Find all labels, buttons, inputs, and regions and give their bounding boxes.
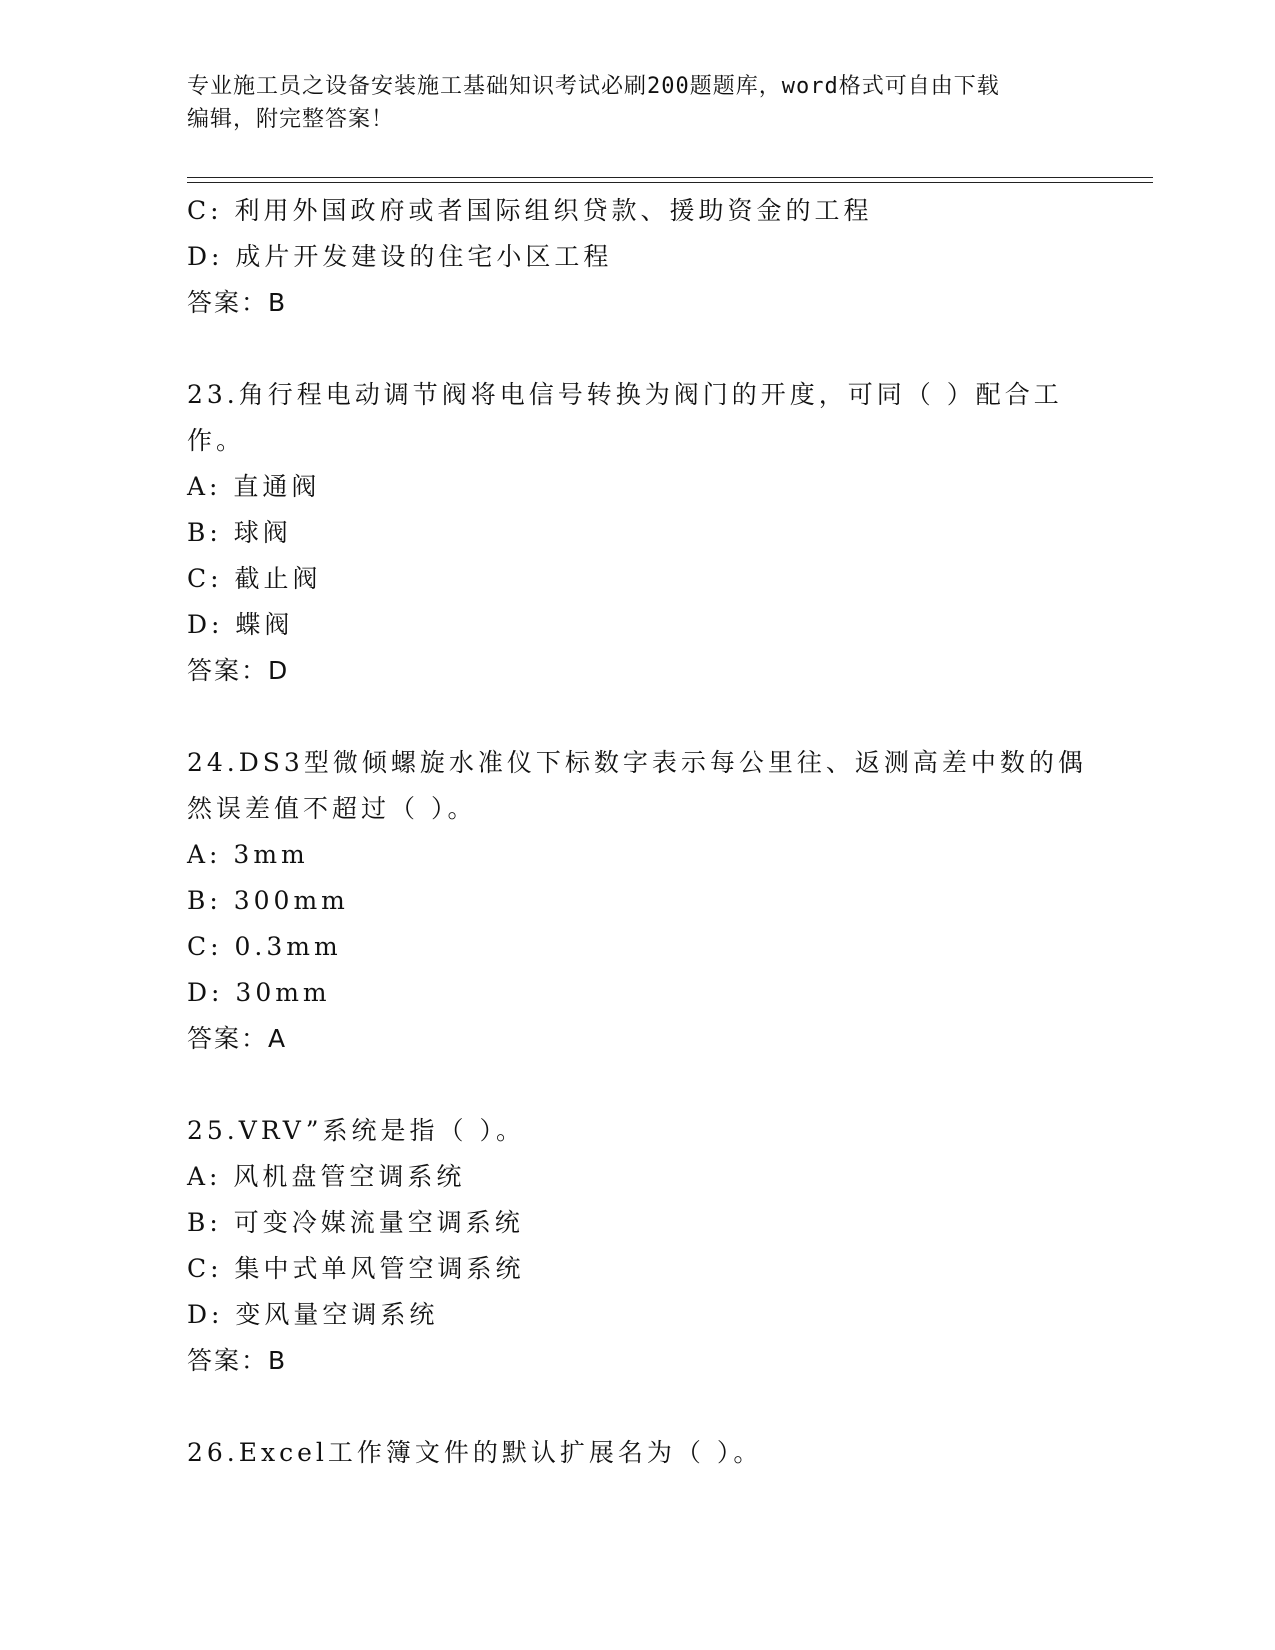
header-divider-bottom <box>187 182 1153 183</box>
q26-stem-line-1: 26.Excel工作簿文件的默认扩展名为（ ）。 <box>187 1438 763 1467</box>
spacer <box>187 1384 1067 1430</box>
q23-stem-line-1: 23.角行程电动调节阀将电信号转换为阀门的开度，可同（ ）配合工 <box>187 380 1063 409</box>
q23-answer: 答案：D <box>187 656 290 685</box>
q23-stem-line-2: 作。 <box>187 426 246 455</box>
q23-option-d: D: 蝶阀 <box>187 610 294 639</box>
question-22-tail <box>187 188 1067 326</box>
q25-option-d: D: 变风量空调系统 <box>187 1300 439 1329</box>
q25-stem-line-1: 25.VRV”系统是指（ ）。 <box>187 1116 525 1145</box>
q24-option-d: D: 30mm <box>187 978 331 1007</box>
q24-option-a: A: 3mm <box>187 840 309 869</box>
q22-option-d: D: 成片开发建设的住宅小区工程 <box>187 242 613 271</box>
q24-option-c: C: 0.3mm <box>187 932 342 961</box>
q25-option-a: A: 风机盘管空调系统 <box>187 1162 466 1191</box>
question-25 <box>187 1108 1067 1384</box>
q24-option-b: B: 300mm <box>187 886 349 915</box>
header-title-line-1: 专业施工员之设备安装施工基础知识考试必刷200题题库，word格式可自由下载 <box>187 74 1000 99</box>
question-24 <box>187 740 1087 1062</box>
spacer <box>187 326 1067 372</box>
q24-stem-line-1: 24.DS3型微倾螺旋水准仪下标数字表示每公里往、返测高差中数的偶 <box>187 748 1087 777</box>
q25-option-c: C: 集中式单风管空调系统 <box>187 1254 525 1283</box>
q23-option-a: A: 直通阀 <box>187 472 321 501</box>
header-title-line-2: 编辑，附完整答案！ <box>187 107 395 132</box>
q22-option-c: C: 利用外国政府或者国际组织贷款、援助资金的工程 <box>187 196 873 225</box>
question-list <box>187 188 1087 1476</box>
question-26 <box>187 1430 1067 1476</box>
question-23 <box>187 372 1067 694</box>
header-divider-top <box>187 177 1153 178</box>
q24-answer: 答案：A <box>187 1024 288 1053</box>
q22-answer: 答案：B <box>187 288 288 317</box>
spacer <box>187 694 1067 740</box>
q25-option-b: B: 可变冷媒流量空调系统 <box>187 1208 524 1237</box>
spacer <box>187 1062 1067 1108</box>
q23-option-c: C: 截止阀 <box>187 564 322 593</box>
document-header <box>187 70 1067 136</box>
q23-option-b: B: 球阀 <box>187 518 292 547</box>
q24-stem-line-2: 然误差值不超过（ ）。 <box>187 794 477 823</box>
q25-answer: 答案：B <box>187 1346 288 1375</box>
